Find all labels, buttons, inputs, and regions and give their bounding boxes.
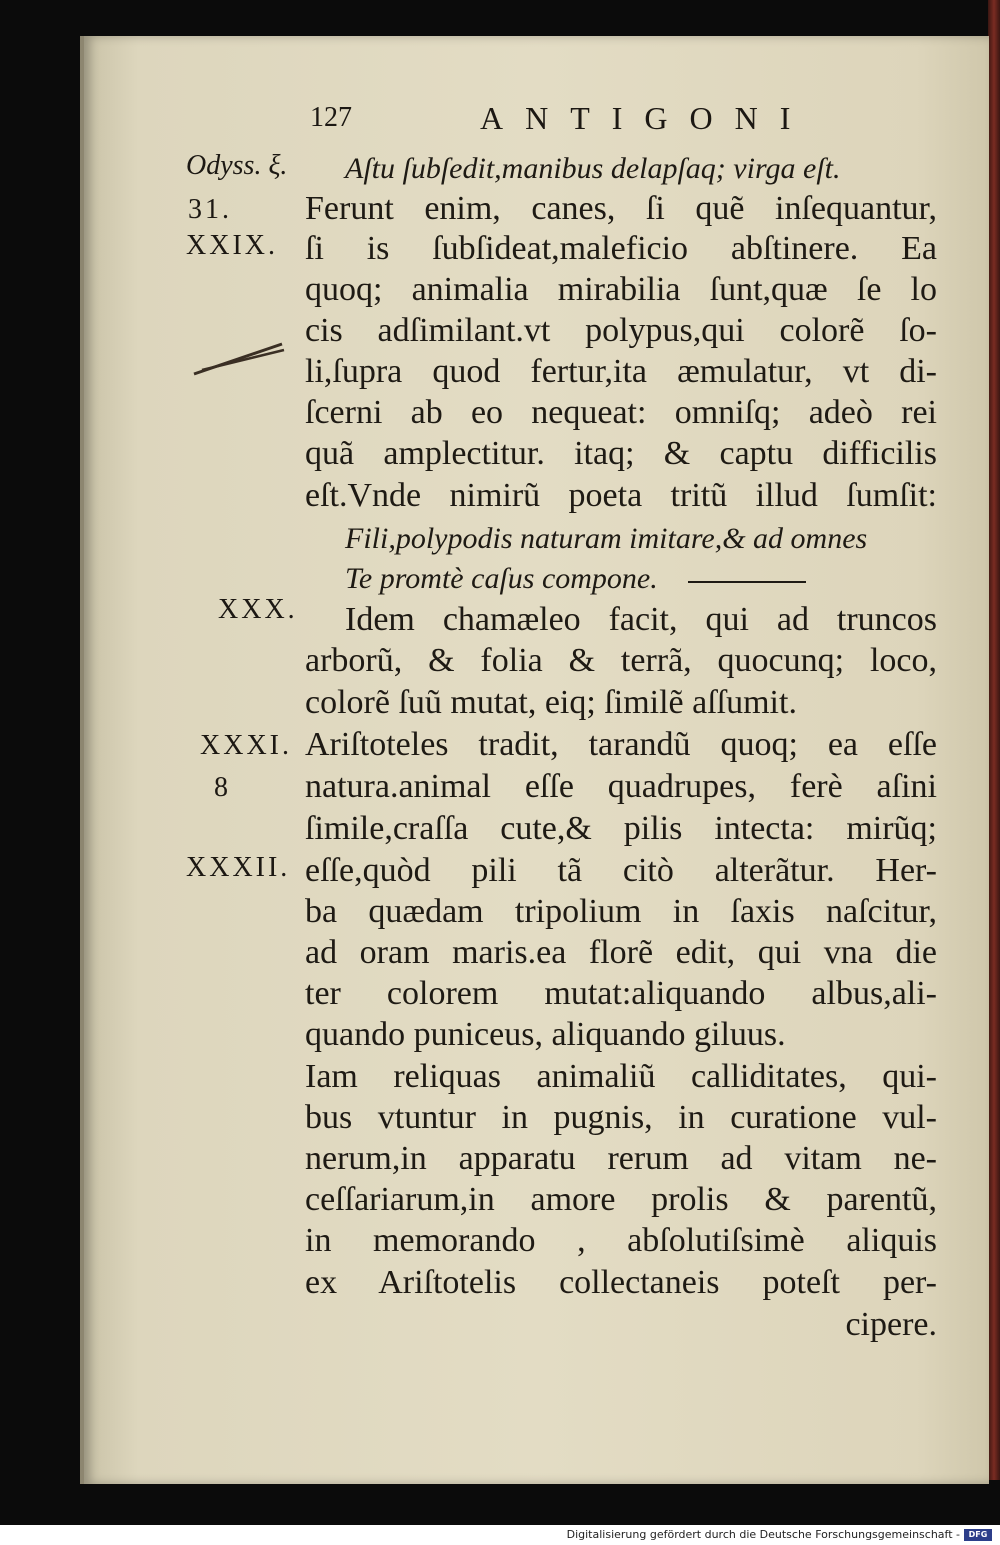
text-line: bus vtuntur in pugnis, in curatione vul- <box>305 1099 937 1136</box>
text-line: natura.animal eſſe quadrupes, ferè aſini <box>305 768 937 805</box>
text-line: quã amplectitur. itaq; & captu difficilis <box>305 435 937 472</box>
text-line: Aſtu ſubſedit,manibus delapſaq; virga eſt. <box>345 152 841 185</box>
text-line: ba quædam tripolium in ſaxis naſcitur, <box>305 893 937 930</box>
text-line: eſt.Vnde nimirũ poeta tritũ illud ſumſit: <box>305 477 937 514</box>
verse-line: Fili,polypodis naturam imitare,& ad omnes <box>345 522 868 555</box>
text-line: ſimile,craſſa cute,& pilis intecta: mirũq; <box>305 810 937 847</box>
text-line: ter colorem mutat:aliquando albus,ali- <box>305 975 937 1012</box>
text-line: ſi is ſubſideat,maleficio abſtinere. Ea <box>305 230 937 267</box>
book-edge <box>988 0 1000 1480</box>
text-line: in memorando , abſolutiſsimè aliquis <box>305 1222 937 1259</box>
margin-note-8: 8 <box>214 772 231 803</box>
dfg-logo-icon: DFG <box>964 1529 992 1541</box>
page-number: 127 <box>310 102 352 133</box>
text-line: quando puniceus, aliquando giluus. <box>305 1016 786 1053</box>
margin-note-xxx: XXX. <box>218 594 298 625</box>
text-line: eſſe,quòd pili tã citò alterãtur. Her- <box>305 852 937 889</box>
text-line: Iam reliquas animaliũ calliditates, qui- <box>305 1058 937 1095</box>
text-line: ad oram maris.ea florẽ edit, qui vna die <box>305 934 937 971</box>
handwritten-pen-mark <box>192 338 287 378</box>
margin-note-odyss: Odyss. ξ. <box>186 150 288 181</box>
text-line: cipere. <box>845 1306 937 1343</box>
margin-note-31: 31. <box>188 194 232 225</box>
text-line: Ferunt enim, canes, ſi quẽ inſequantur, <box>305 190 937 227</box>
margin-note-xxix: XXIX. <box>186 230 278 261</box>
text-line: Idem chamæleo facit, qui ad truncos <box>345 601 937 638</box>
footer-credit <box>0 1525 1000 1545</box>
verse-rule <box>688 581 806 583</box>
text-line: Ariſtoteles tradit, tarandũ quoq; ea eſſe <box>305 726 937 763</box>
text-line: quoq; animalia mirabilia ſunt,quæ ſe lo <box>305 271 937 308</box>
text-line: ceſſariarum,in amore prolis & parentũ, <box>305 1181 937 1218</box>
margin-note-xxxi: XXXI. <box>200 730 292 761</box>
text-line: ex Ariſtotelis collectaneis poteſt per- <box>305 1264 937 1301</box>
margin-note-xxxii: XXXII. <box>186 852 291 883</box>
text-line: cis adſimilant.vt polypus,qui colorẽ ſo- <box>305 312 937 349</box>
verse-line: Te promtè caſus compone. <box>345 562 658 595</box>
text-line: li,ſupra quod fertur,ita æmulatur, vt di- <box>305 353 937 390</box>
text-line: arborũ, & folia & terrã, quocunq; loco, <box>305 642 937 679</box>
text-line: nerum,in apparatu rerum ad vitam ne- <box>305 1140 937 1177</box>
text-line: colorẽ ſuũ mutat, eiq; ſimilẽ aſſumit. <box>305 684 797 721</box>
page-header <box>300 102 940 142</box>
text-line: ſcerni ab eo nequeat: omniſq; adeò rei <box>305 394 937 431</box>
running-head: ANTIGONI <box>480 100 813 136</box>
footer-text: Digitalisierung gefördert durch die Deutsche Forschungsgemeinschaft - <box>566 1528 960 1541</box>
